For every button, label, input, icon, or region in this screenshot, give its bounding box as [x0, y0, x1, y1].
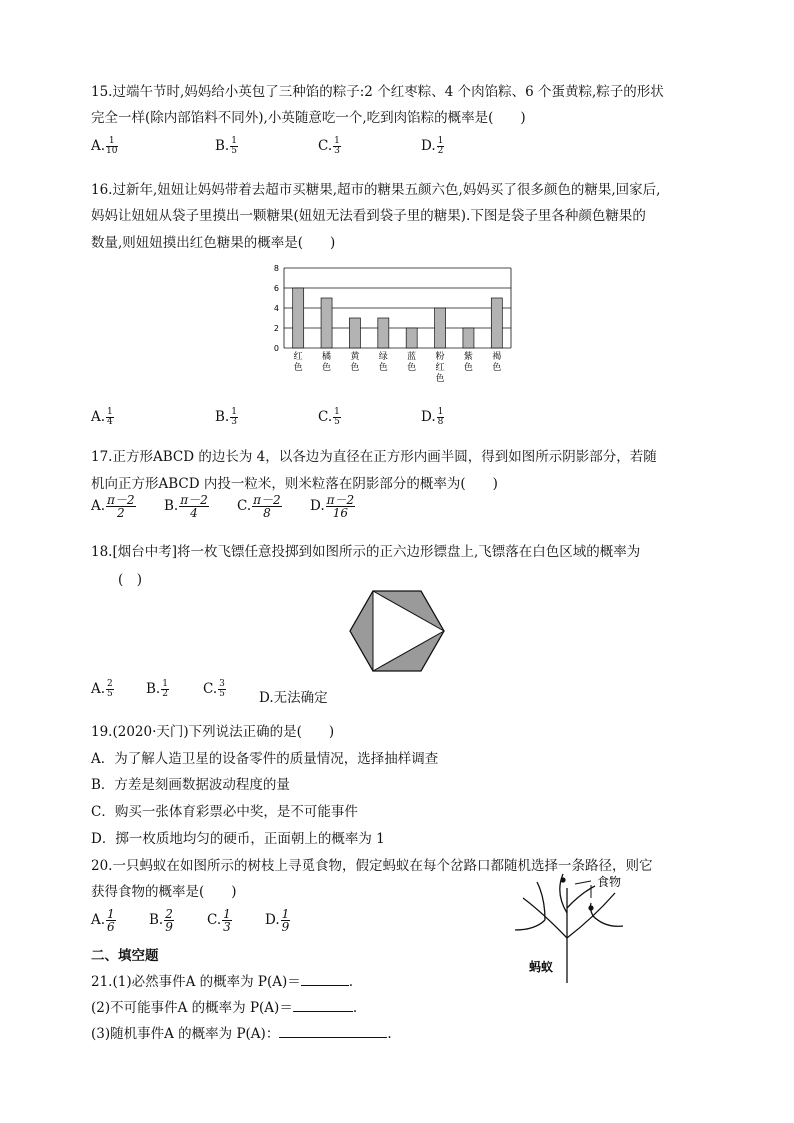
q19-option-d: D．掷一枚质地均匀的硬币，正面朝上的概率为 1: [91, 831, 385, 847]
q17-stem-line2: 机向正方形ABCD 内投一粒米，则米粒落在阴影部分的概率为( ): [91, 476, 498, 492]
chart-x-labels: [294, 350, 502, 384]
food-point-1: [560, 877, 565, 882]
chart-x-label-char: 粉: [435, 352, 445, 362]
q20-stem-line1: 20.一只蚂蚁在如图所示的树枝上寻觅食物，假定蚂蚁在每个岔路口都随机选择一条路径，则它: [91, 858, 653, 874]
chart-x-label-char: 色: [492, 363, 502, 373]
q18-option-b: B. $\frac{1}{2}$: [146, 679, 168, 699]
q19-option-c: C．购买一张体育彩票必中奖，是不可能事件: [91, 804, 358, 820]
candy-bar-chart: [270, 258, 530, 393]
chart-x-label-char: 黄: [350, 352, 360, 362]
q18-stem-line1: 18.[烟台中考]将一枚飞镖任意投掷到如图所示的正六边形镖盘上,飞镖落在白色区域的概率为: [91, 544, 641, 560]
chart-bar-褐色: [491, 298, 502, 348]
chart-bars: [293, 288, 503, 348]
chart-y-tick-label: 6: [273, 284, 279, 293]
q17-stem-line1: 17.正方形ABCD 的边长为 4，以各边为直径在正方形内画半圆，得到如图所示阴影部分，若随: [91, 449, 657, 465]
q16-stem-line2: 妈妈让妞妞从袋子里摸出一颗糖果(妞妞无法看到袋子里的糖果).下图是袋子里各种颜色糖果的: [91, 208, 646, 224]
chart-bar-粉红色: [435, 308, 446, 348]
q16-option-d: D. $\frac{1}{8}$: [421, 407, 444, 427]
chart-bar-紫色: [463, 328, 474, 348]
q19-option-a: A．为了解人造卫星的设备零件的质量情况，选择抽样调查: [91, 751, 439, 767]
chart-grid: [284, 268, 511, 348]
q15-stem-line1: 15.过端午节时,妈妈给小英包了三种馅的粽子:2 个红枣粽、4 个肉馅粽、6 个蛋黄粽,粽子的形状: [91, 84, 664, 100]
q20-option-a: A. $\frac{1}{6}$: [91, 907, 115, 934]
q20-stem-line2: 获得食物的概率是( ): [91, 884, 237, 900]
q19-stem: 19.(2020·天门)下列说法正确的是( ): [91, 724, 335, 740]
q21-part1: 21.(1)必然事件A 的概率为 P(A)＝ .: [91, 974, 354, 990]
chart-x-label-char: 蓝: [407, 352, 417, 362]
chart-x-label-char: 橘: [322, 352, 332, 362]
chart-y-tick-label: 4: [273, 304, 279, 313]
food-point-2: [588, 905, 593, 910]
chart-x-label-char: 褐: [492, 352, 502, 362]
chart-bar-绿色: [378, 318, 389, 348]
ant-tree-figure: [505, 868, 645, 986]
q17-option-a: A. $\frac{\pi-2}{2}$: [91, 493, 135, 520]
q15-option-c: C. $\frac{1}{3}$: [318, 136, 340, 156]
q17-option-b: B. $\frac{\pi-2}{4}$: [164, 493, 208, 520]
q15-stem-line2: 完全一样(除内部馅料不同外),小英随意吃一个,吃到肉馅粽的概率是( ): [91, 110, 526, 126]
chart-x-label-char: 色: [293, 363, 303, 373]
chart-x-label-char: 紫: [463, 352, 473, 362]
q21-blank-1[interactable]: [301, 984, 349, 986]
q18-stem-line2: ( ): [118, 572, 143, 588]
chart-x-label-char: 色: [322, 363, 332, 373]
q15-option-d: D. $\frac{1}{2}$: [421, 136, 444, 156]
hexagon-dartboard-figure: [349, 590, 445, 672]
q16-option-b: B. $\frac{1}{3}$: [215, 407, 237, 427]
q20-option-d: D. $\frac{1}{9}$: [265, 907, 290, 934]
food-label: 食物: [597, 875, 622, 889]
chart-x-label-char: 色: [463, 363, 473, 373]
chart-y-tick-label: 2: [273, 324, 279, 333]
chart-bar-黄色: [349, 318, 360, 348]
q21-blank-3[interactable]: [279, 1036, 387, 1038]
chart-x-label-char: 色: [350, 363, 360, 373]
q20-option-c: C. $\frac{1}{3}$: [207, 907, 231, 934]
section-fill-in-title: 二、填空题: [91, 948, 159, 964]
chart-bar-红色: [293, 288, 304, 348]
q15-option-b: B. $\frac{1}{5}$: [215, 136, 237, 156]
q16-stem-line3: 数量,则妞妞摸出红色糖果的概率是( ): [91, 235, 336, 251]
chart-y-tick-label: 0: [273, 344, 279, 353]
q16-option-a: A. $\frac{1}{4}$: [91, 407, 113, 427]
q17-option-c: C. $\frac{\pi-2}{8}$: [237, 493, 281, 520]
q17-option-d: D. $\frac{\pi-2}{16}$: [310, 493, 355, 520]
chart-bar-蓝色: [406, 328, 417, 348]
chart-y-ticks: [274, 264, 279, 353]
q21-blank-2[interactable]: [293, 1010, 353, 1012]
chart-y-tick-label: 8: [273, 264, 279, 273]
q16-stem-line1: 16.过新年,妞妞让妈妈带着去超市买糖果,超市的糖果五颜六色,妈妈买了很多颜色的糖果,回家后,: [91, 182, 661, 198]
q21-part3: (3)随机事件A 的概率为 P(A)： .: [91, 1026, 392, 1042]
chart-x-label-char: 红: [435, 363, 445, 373]
chart-x-label-char: 色: [378, 363, 388, 373]
q16-option-c: C. $\frac{1}{5}$: [318, 407, 340, 427]
chart-x-label-char: 色: [435, 374, 445, 384]
chart-bar-橘色: [321, 298, 332, 348]
chart-x-label-char: 绿: [378, 352, 388, 362]
q18-option-d: D.无法确定: [259, 690, 328, 706]
ant-label: 蚂蚁: [529, 960, 554, 974]
q15-option-a: A. $\frac{1}{10}$: [91, 136, 118, 156]
chart-x-label-char: 色: [407, 363, 417, 373]
q19-option-b: B．方差是刻画数据波动程度的量: [91, 777, 290, 793]
q18-option-c: C. $\frac{3}{5}$: [203, 679, 225, 699]
chart-x-label-char: 红: [293, 352, 303, 362]
q20-option-b: B. $\frac{2}{9}$: [149, 907, 173, 934]
q18-option-a: A. $\frac{2}{5}$: [91, 679, 113, 699]
q21-part2: (2)不可能事件A 的概率为 P(A)＝ .: [91, 1000, 358, 1016]
